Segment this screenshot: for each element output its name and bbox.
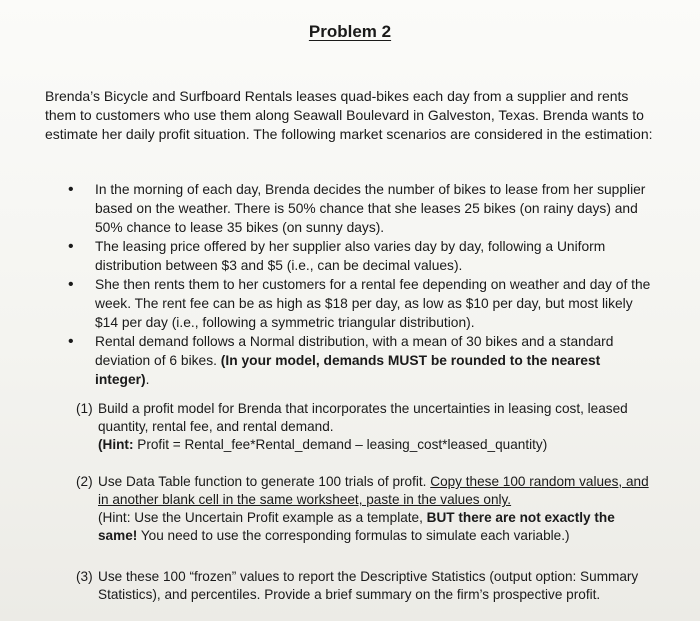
intro-paragraph: Brenda’s Bicycle and Surfboard Rentals leases quad-bikes each day from a supplier and rents them to customers who use them along Seawall Boulevard in Galveston, Texas. Brenda wants to estimate her daily profit situation. The following market scenarios are considered in the estimation: bbox=[45, 88, 653, 142]
hint-label: (Hint: bbox=[98, 437, 134, 452]
hint-text: Profit = Rental_fee*Rental_demand – leasing_cost*leased_quantity) bbox=[133, 437, 548, 452]
title-text: Problem 2 bbox=[308, 22, 392, 41]
bullet-bold-text: (In your model, demands MUST be rounded to the nearest integer) bbox=[95, 353, 601, 387]
question-number: (1) bbox=[76, 401, 93, 416]
underlined-instruction: Copy these 100 random values, and in another blank cell in the same worksheet, paste in the values only. bbox=[98, 474, 649, 507]
list-item bbox=[68, 275, 655, 332]
question-number: (2) bbox=[76, 474, 93, 489]
question-3 bbox=[76, 568, 656, 604]
scenario-list bbox=[68, 180, 655, 389]
bullet-icon: • bbox=[68, 181, 74, 198]
list-item bbox=[68, 332, 655, 389]
bullet-tail: . bbox=[145, 372, 150, 387]
list-item bbox=[68, 237, 655, 275]
question-number: (3) bbox=[76, 569, 93, 584]
bullet-icon: • bbox=[68, 333, 74, 350]
question-text: Build a profit model for Brenda that incorporates the uncertainties in leasing cost, leased quantity, rental fee, and rental demand. bbox=[98, 401, 628, 434]
list-item bbox=[68, 180, 655, 237]
question-text: Use these 100 “frozen” values to report the Descriptive Statistics (output option: Summary Statistics), and percentiles. Provide a brief summary on the firm’s prospective profit. bbox=[98, 569, 639, 602]
bullet-icon: • bbox=[68, 276, 74, 293]
page-title bbox=[0, 22, 700, 42]
question-2 bbox=[76, 473, 656, 545]
bullet-text: She then rents them to her customers for a rental fee depending on weather and day of the week. The rent fee can be as high as $18 per day, as low as $10 per day, but most likely $14 per day (i.e., following a symmetric triangular distribution). bbox=[95, 277, 651, 330]
question-1 bbox=[76, 400, 656, 454]
bullet-text: The leasing price offered by her supplier also varies day by day, following a Uniform distribution between $3 and $5 (i.e., can be decimal values). bbox=[95, 239, 606, 273]
question-text: Use Data Table function to generate 100 trials of profit. bbox=[98, 474, 431, 489]
hint-bold-text: BUT there are not exactly the same! bbox=[98, 510, 615, 543]
bullet-text: Rental demand follows a Normal distribution, with a mean of 30 bikes and a standard deviation of 6 bikes. bbox=[95, 334, 614, 368]
hint-text: (Hint: Use the Uncertain Profit example as a template, bbox=[98, 510, 427, 525]
hint-tail: You need to use the corresponding formulas to simulate each variable.) bbox=[137, 528, 570, 543]
bullet-icon: • bbox=[68, 238, 74, 255]
bullet-text: In the morning of each day, Brenda decides the number of bikes to lease from her supplier based on the weather. There is 50% chance that she leases 25 bikes (on rainy days) and 50% chance to lease 35 bikes (on sunny days). bbox=[95, 182, 646, 235]
